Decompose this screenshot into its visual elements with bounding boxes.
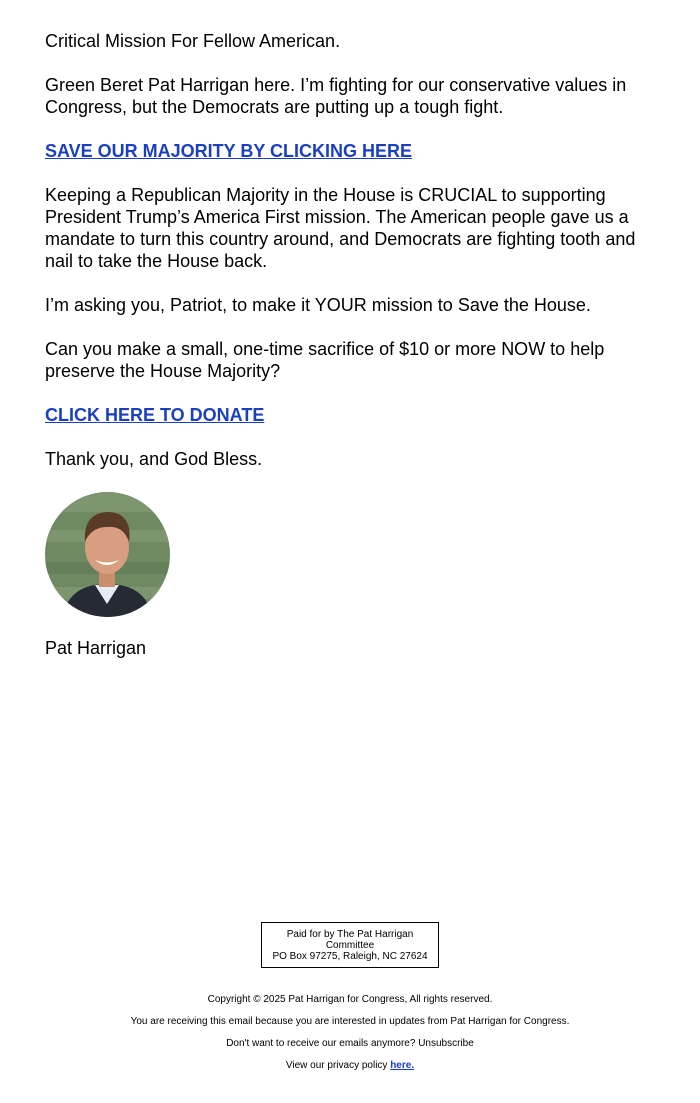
donate-link[interactable]: CLICK HERE TO DONATE	[45, 405, 265, 425]
avatar	[45, 492, 170, 617]
paid-for-committee: Paid for by The Pat Harrigan Committee	[286, 929, 414, 951]
privacy-policy-link[interactable]: here.	[390, 1060, 415, 1071]
footer	[0, 922, 700, 1072]
privacy-policy-line	[0, 1060, 700, 1072]
patriot-paragraph: I’m asking you, Patriot, to make it YOUR mission to Save the House.	[45, 295, 591, 315]
save-majority-link[interactable]: SAVE OUR MAJORITY BY CLICKING HERE	[45, 141, 413, 161]
majority-paragraph: Keeping a Republican Majority in the House is CRUCIAL to supporting President Trump’s America First mission. The American people gave us a mandate to turn this country around, and Democrats are fighting tooth and nail to take the House back.	[45, 185, 636, 271]
privacy-prefix: View our privacy policy	[285, 1060, 388, 1071]
paid-for-disclaimer	[261, 922, 439, 968]
portrait-photo	[45, 492, 170, 617]
signature: Pat Harrigan	[45, 638, 147, 658]
donation-ask-paragraph: Can you make a small, one-time sacrifice of $10 or more NOW to help preserve the House Majority?	[45, 339, 605, 381]
unsubscribe-text[interactable]: Don't want to receive our emails anymore? Unsubscribe	[226, 1038, 474, 1049]
copyright-text: Copyright © 2025 Pat Harrigan for Congress, All rights reserved.	[207, 994, 493, 1005]
greeting: Critical Mission For Fellow American.	[45, 31, 341, 51]
paid-for-address: PO Box 97275, Raleigh, NC 27624	[272, 951, 428, 962]
subscription-reason: You are receiving this email because you are interested in updates from Pat Harrigan for Congress.	[130, 1016, 570, 1027]
intro-paragraph: Green Beret Pat Harrigan here. I’m fighting for our conservative values in Congress, but the Democrats are putting up a tough fight.	[45, 75, 627, 117]
closing-line: Thank you, and God Bless.	[45, 449, 263, 469]
email-body	[45, 30, 655, 681]
